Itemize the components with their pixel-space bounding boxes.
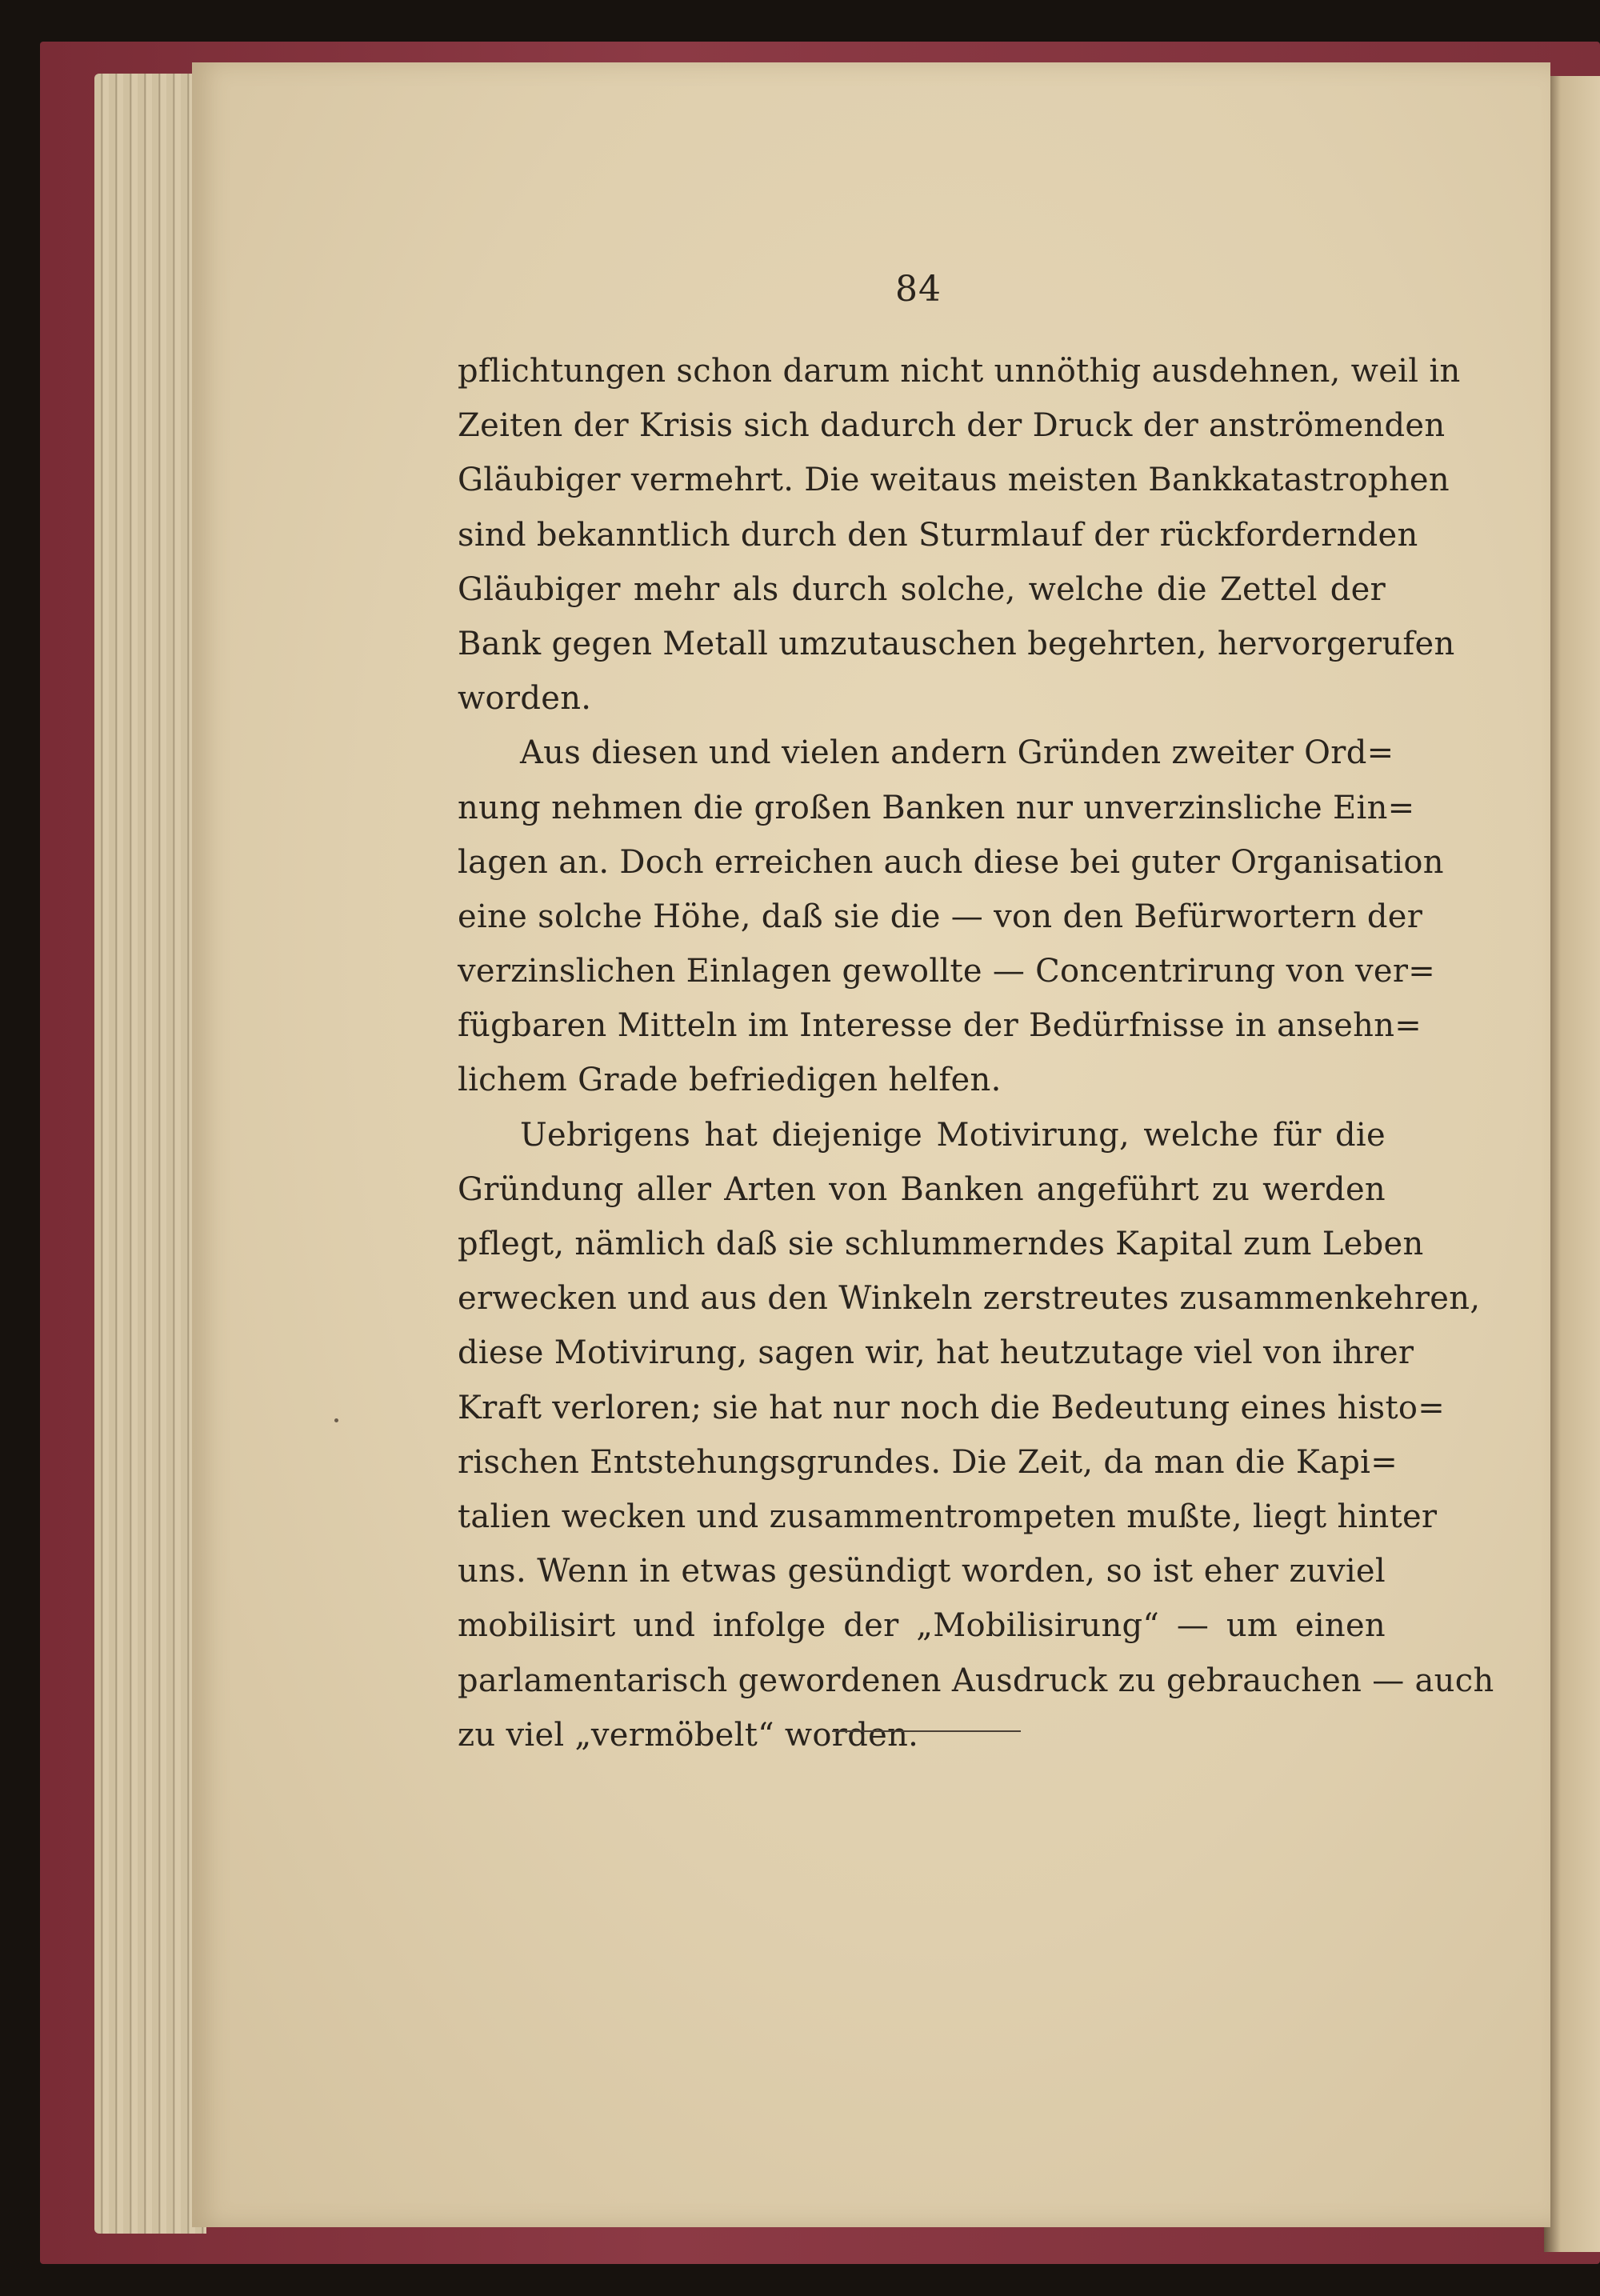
text-line: verzinslichen Einlagen gewollte — Concentrirung von ver= <box>458 953 1436 990</box>
text-line: Gläubiger vermehrt. Die weitaus meisten Bankkatastrophen <box>458 462 1450 499</box>
text-line: parlamentarisch gewordenen Ausdruck zu gebrauchen — auch <box>458 1662 1494 1699</box>
page-number: 84 <box>895 269 942 310</box>
text-line: rischen Entstehungsgrundes. Die Zeit, da man die Kapi= <box>458 1443 1398 1481</box>
text-line: talien wecken und zusammentrompeten mußte, liegt hinter <box>458 1498 1438 1535</box>
text-line: Uebrigens hat diejenige Motivirung, welche für die <box>520 1116 1386 1154</box>
text-line: worden. <box>458 680 592 718</box>
text-line: Aus diesen und vielen andern Gründen zweiter Ord= <box>520 734 1394 772</box>
text-line: nung nehmen die großen Banken nur unverzinsliche Ein= <box>458 789 1415 826</box>
text-line: pflichtungen schon darum nicht unnöthig ausdehnen, weil in <box>458 353 1461 390</box>
text-line: Kraft verloren; sie hat nur noch die Bedeutung eines histo= <box>458 1389 1446 1426</box>
facing-page-edge <box>1544 76 1600 2252</box>
text-line: Gläubiger mehr als durch solche, welche die Zettel der <box>458 570 1386 608</box>
text-line: sind bekanntlich durch den Sturmlauf der rückfordernden <box>458 516 1418 554</box>
text-line: pflegt, nämlich daß sie schlummerndes Kapital zum Leben <box>458 1226 1424 1262</box>
margin-mark <box>334 1418 338 1422</box>
text-line: diese Motivirung, sagen wir, hat heutzutage viel von ihrer <box>458 1334 1414 1372</box>
text-line: zu viel „vermöbelt“ worden. <box>458 1716 919 1754</box>
text-line: mobilisirt und infolge der „Mobilisirung“ — um einen <box>458 1607 1386 1645</box>
text-line: Gründung aller Arten von Banken angeführt zu werden <box>458 1170 1386 1208</box>
body-text <box>458 344 1494 1762</box>
text-line: Zeiten der Krisis sich dadurch der Druck der anströmenden <box>458 407 1446 445</box>
end-rule <box>832 1730 1021 1732</box>
text-line: uns. Wenn in etwas gesündigt worden, so ist eher zuviel <box>458 1553 1386 1590</box>
text-line: lichem Grade befriedigen helfen. <box>458 1062 1002 1099</box>
text-line: lagen an. Doch erreichen auch diese bei guter Organisation <box>458 843 1444 881</box>
text-line: eine solche Höhe, daß sie die — von den Befürwortern der <box>458 898 1423 935</box>
page-edges <box>94 74 206 2234</box>
text-line: fügbaren Mitteln im Interesse der Bedürfnisse in ansehn= <box>458 1007 1422 1045</box>
text-line: Bank gegen Metall umzutauschen begehrten, hervorgerufen <box>458 625 1455 662</box>
text-line: erwecken und aus den Winkeln zerstreutes zusammenkehren, <box>458 1280 1481 1318</box>
